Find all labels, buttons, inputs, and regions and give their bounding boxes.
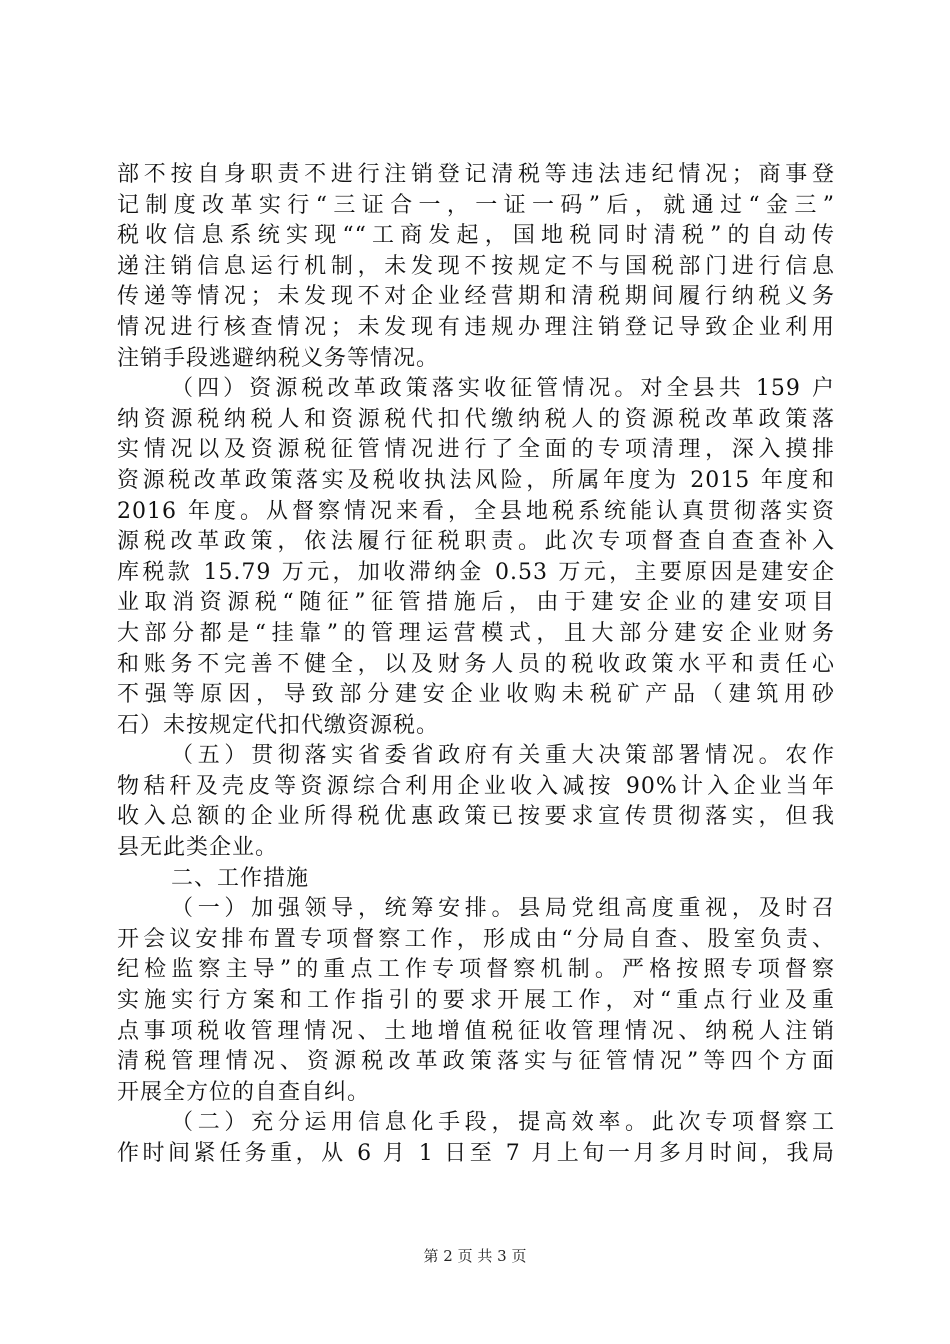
- text-line: （一）加强领导，统筹安排。县局党组高度重视，及时召: [171, 896, 835, 922]
- text-line: 开展全方位的自查自纠。: [117, 1079, 371, 1105]
- text-line: 传递等情况；未发现不对企业经营期和清税期间履行纳税义务: [117, 284, 835, 310]
- text-line: 收入总额的企业所得税优惠政策已按要求宣传贯彻落实，但我: [117, 804, 835, 830]
- text-line: 纪检监察主导”的重点工作专项督察机制。严格按照专项督察: [117, 957, 835, 983]
- text-line: 物秸秆及壳皮等资源综合利用企业收入减按 90%计入企业当年: [117, 773, 835, 799]
- text-line: 记制度改革实行“三证合一，一证一码”后，就通过“金三”: [117, 192, 835, 218]
- text-line: 不强等原因，导致部分建安企业收购未税矿产品（建筑用砂: [117, 682, 835, 708]
- text-line: 源税改革政策，依法履行征税职责。此次专项督查自查查补入: [117, 529, 835, 555]
- text-line: 2016 年度。从督察情况来看，全县地税系统能认真贯彻落实资: [117, 498, 835, 524]
- text-line: 注销手段逃避纳税义务等情况。: [117, 345, 440, 371]
- text-line: 和账务不完善不健全，以及财务人员的税收政策水平和责任心: [117, 651, 835, 677]
- text-line: 石）未按规定代扣代缴资源税。: [117, 712, 440, 738]
- text-line: （五）贯彻落实省委省政府有关重大决策部署情况。农作: [171, 743, 835, 769]
- text-line: 实情况以及资源税征管情况进行了全面的专项清理，深入摸排: [117, 437, 835, 463]
- text-line: 库税款 15.79 万元，加收滞纳金 0.53 万元，主要原因是建安企: [117, 559, 835, 585]
- text-line: 税收信息系统实现““工商发起，国地税同时清税”的自动传: [117, 223, 835, 249]
- text-line: 情况进行核查情况；未发现有违规办理注销登记导致企业利用: [117, 314, 835, 340]
- text-line: 业取消资源税“随征”征管措施后，由于建安企业的建安项目: [117, 590, 835, 616]
- page-footer: 第 2 页 共 3 页: [423, 1247, 527, 1265]
- text-line: 点事项税收管理情况、土地增值税征收管理情况、纳税人注销: [117, 1018, 835, 1044]
- text-line: （二）充分运用信息化手段，提高效率。此次专项督察工: [171, 1110, 835, 1136]
- text-line: 二、工作措施: [171, 865, 310, 891]
- text-line: 部不按自身职责不进行注销登记清税等违法违纪情况；商事登: [117, 162, 835, 187]
- text-line: （四）资源税改革政策落实收征管情况。对全县共 159 户: [171, 376, 835, 402]
- text-line: 实施实行方案和工作指引的要求开展工作，对“重点行业及重: [117, 988, 835, 1014]
- document-body: [117, 160, 835, 1170]
- text-line: 大部分都是“挂靠”的管理运营模式，且大部分建安企业财务: [117, 620, 835, 646]
- text-line: 清税管理情况、资源税改革政策落实与征管情况”等四个方面: [117, 1049, 835, 1075]
- text-line: 作时间紧任务重，从 6 月 1 日至 7 月上旬一月多月时间，我局: [117, 1141, 835, 1166]
- text-line: 纳资源税纳税人和资源税代扣代缴纳税人的资源税改革政策落: [117, 406, 835, 432]
- text-line: 递注销信息运行机制，未发现不按规定不与国税部门进行信息: [117, 253, 835, 279]
- text-line: 资源税改革政策落实及税收执法风险，所属年度为 2015 年度和: [117, 467, 835, 493]
- text-line: 开会议安排布置专项督察工作，形成由“分局自查、股室负责、: [117, 926, 835, 952]
- text-line: 县无此类企业。: [117, 835, 279, 861]
